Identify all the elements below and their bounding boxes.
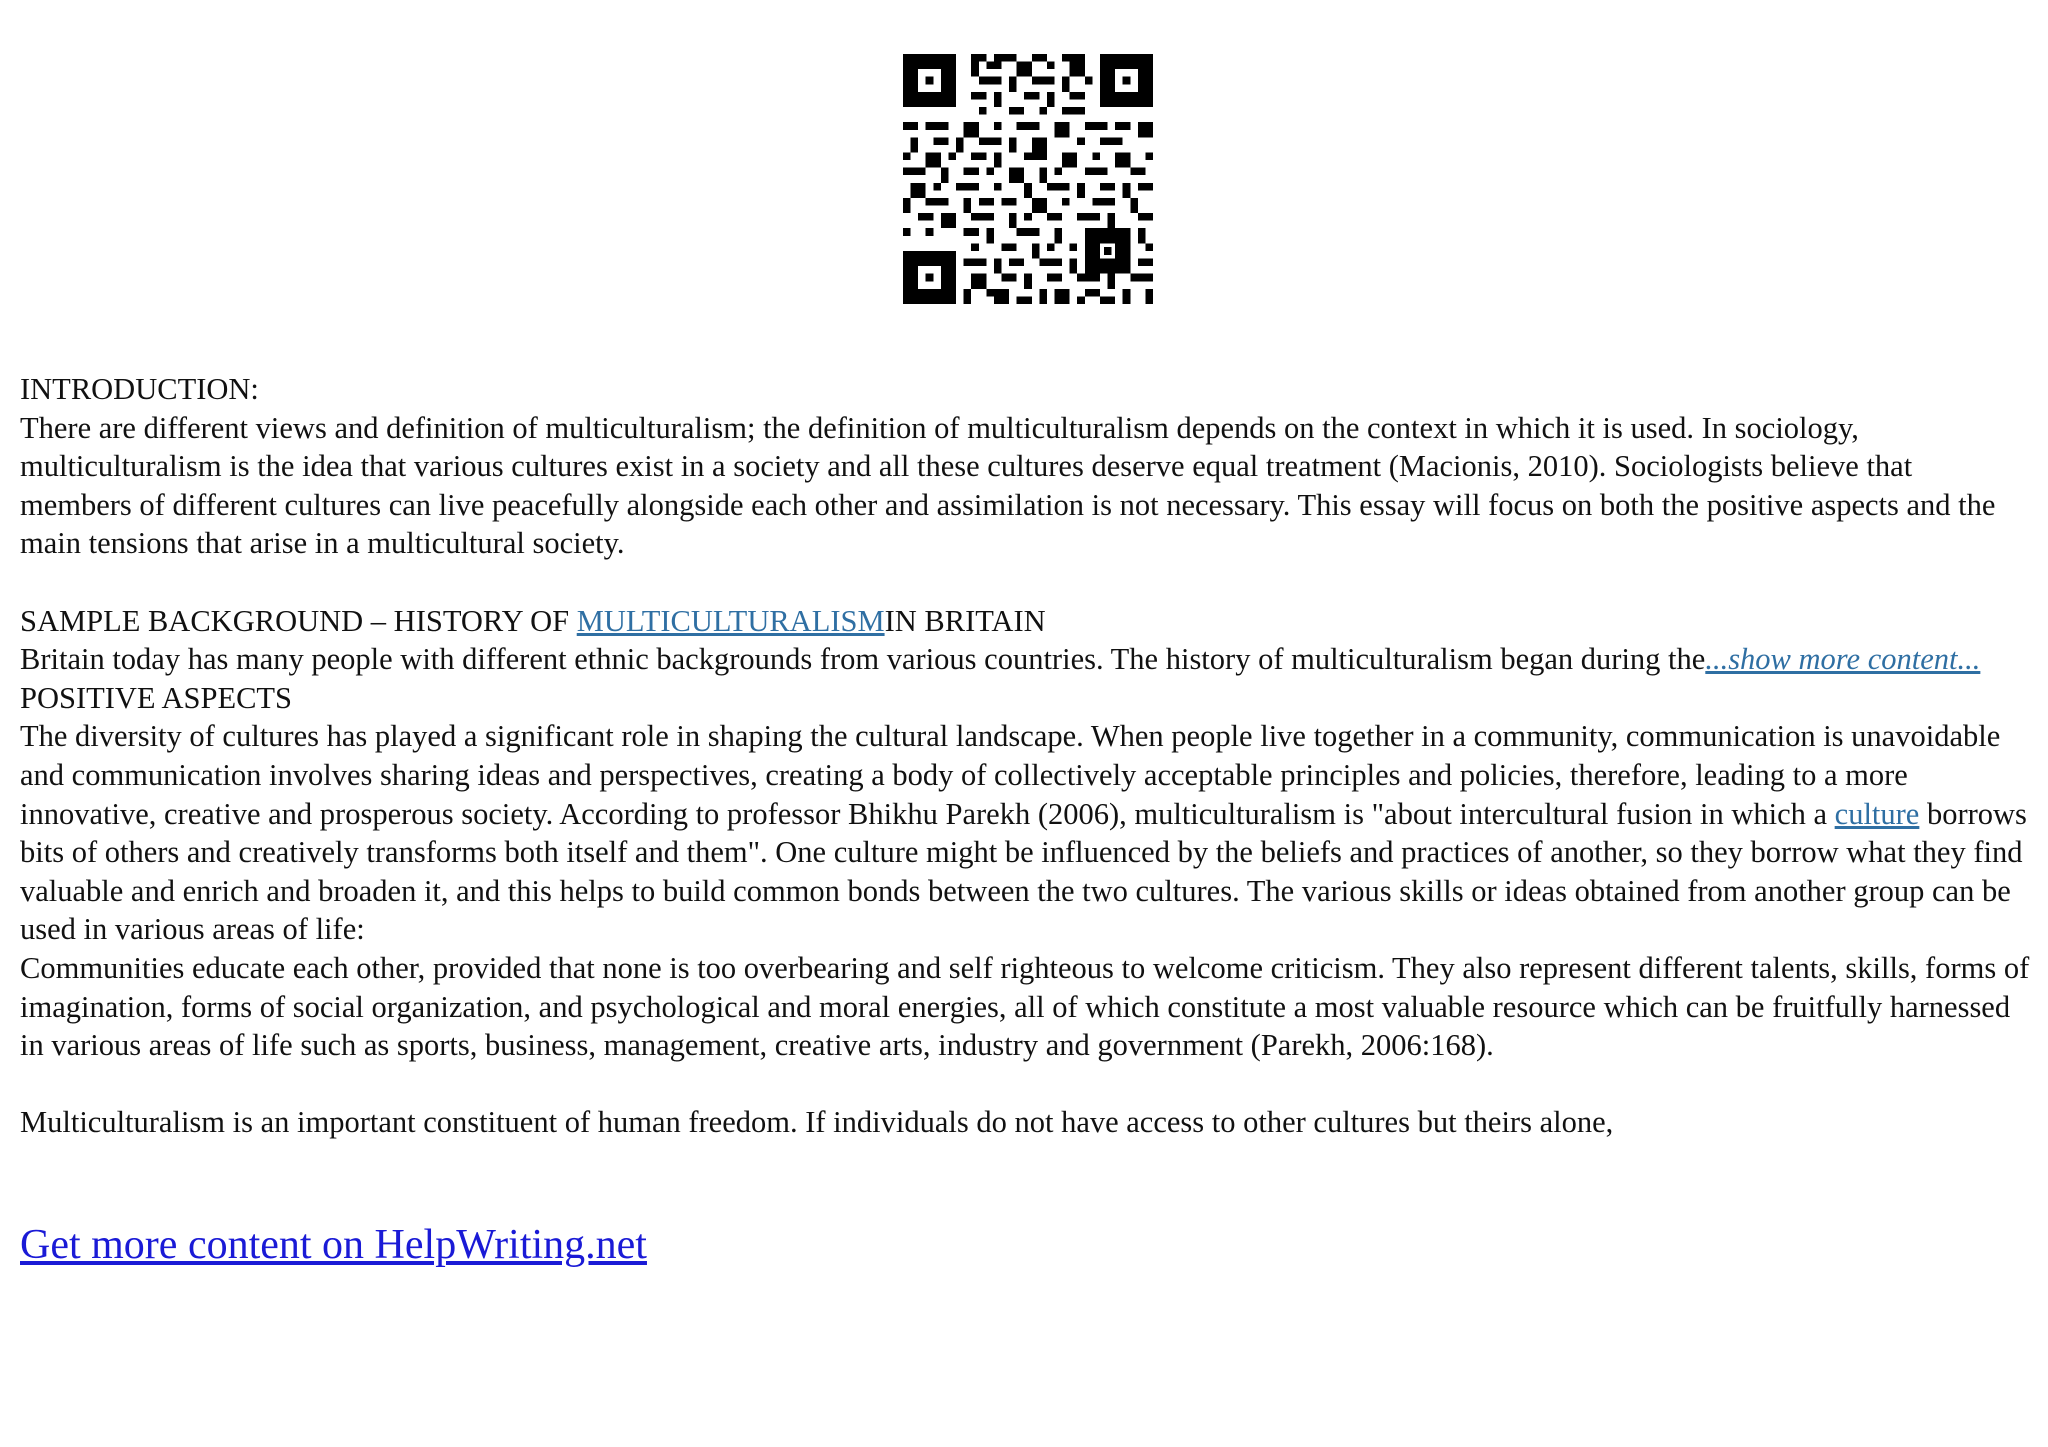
culture-link[interactable]: culture bbox=[1834, 796, 1920, 831]
positive-aspects-heading: POSITIVE ASPECTS bbox=[20, 680, 293, 715]
positive-paragraph-2: Communities educate each other, provided that none is too overbearing and self righteous to welcome criticism. They also represent different talents, skills, forms of imagination, forms of social organization, and psychological and moral energies, all of which constitute a most valuable resource which can be fruitfully harnessed in various areas of life such as sports, business, management, creative arts, industry and government (Parekh, 2006:168). bbox=[20, 950, 2030, 1063]
helpwriting-link[interactable]: Get more content on HelpWriting.net bbox=[20, 1222, 647, 1268]
qr-code bbox=[903, 54, 1153, 304]
introduction-heading: INTRODUCTION: bbox=[20, 372, 259, 406]
show-more-link[interactable]: ...show more content... bbox=[1705, 642, 1981, 677]
positive-paragraph-3: Multiculturalism is an important constituent of human freedom. If individuals do not have access to other cultures but theirs alone, bbox=[20, 1105, 1614, 1140]
positive-text-before-link: The diversity of cultures has played a significant role in shaping the cultural landscape. When people live together in a community, communication is unavoidable and communication involves sharing ideas and perspectives, creating a body of collectively acceptable principles and policies, therefore, leading to a more innovative, creative and prosperous society. According to professor Bhikhu Parekh (2006), multiculturalism is "about intercultural fusion in which a bbox=[20, 719, 2001, 831]
background-paragraph bbox=[20, 640, 2030, 679]
background-heading-prefix: SAMPLE BACKGROUND – HISTORY OF bbox=[20, 603, 577, 638]
document-body bbox=[20, 370, 2030, 1142]
background-heading-suffix: IN BRITAIN bbox=[884, 603, 1046, 638]
introduction-paragraph: There are different views and definition of multiculturalism; the definition of multiculturalism depends on the context in which it is used. In sociology, multiculturalism is the idea that various cultures exist in a society and all these cultures deserve equal treatment (Macionis, 2010). Sociologists believe that members of different cultures can live peacefully alongside each other and assimilation is not necessary. This essay will focus on both the positive aspects and the main tensions that arise in a multicultural society. bbox=[20, 410, 1996, 561]
positive-text-after-link: borrows bits of others and creatively transforms both itself and them". One culture might be influenced by the beliefs and practices of another, so they borrow what they find valuable and enrich and broaden it, and this helps to build common bonds between the two cultures. The various skills or ideas obtained from another group can be used in various areas of life: bbox=[20, 796, 2027, 947]
multiculturalism-link[interactable]: MULTICULTURALISM bbox=[576, 603, 885, 638]
positive-paragraph-1 bbox=[20, 717, 2030, 949]
background-text: Britain today has many people with different ethnic backgrounds from various countries. The history of multiculturalism began during the bbox=[20, 642, 1706, 677]
spacer bbox=[20, 563, 2030, 602]
qr-code-icon bbox=[903, 54, 1153, 304]
background-heading bbox=[20, 602, 2030, 641]
spacer bbox=[20, 1065, 2030, 1104]
